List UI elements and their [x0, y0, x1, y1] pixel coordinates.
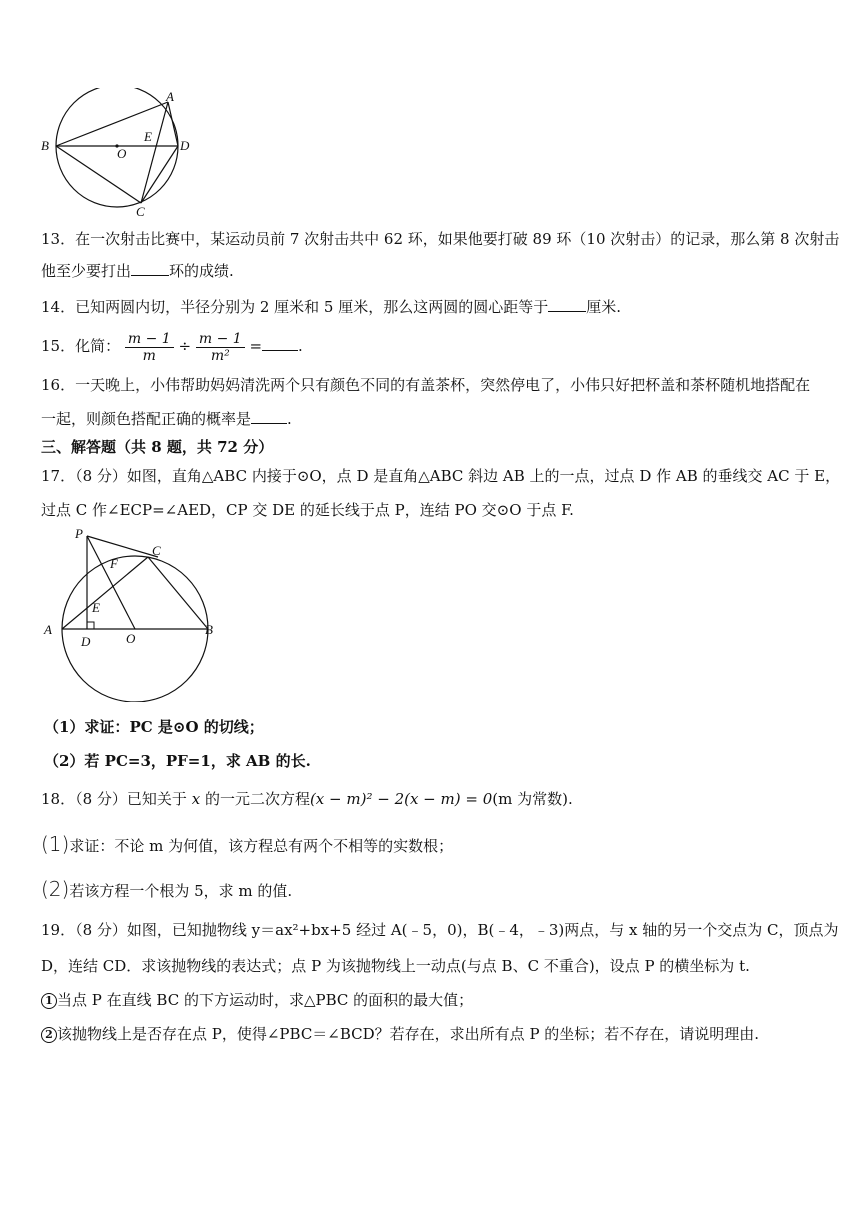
segment-cd	[141, 146, 178, 203]
segment-pc	[87, 536, 158, 557]
q15-blank	[262, 336, 298, 351]
label-d: D	[180, 138, 190, 153]
q13-line1: 13．在一次射击比赛中，某运动员前 7 次射击共中 62 环，如果他要打破 89 环（10 次射击）的记录，那么第 8 次射击	[41, 230, 840, 248]
right-angle-mark	[87, 622, 94, 629]
q15-den1: m	[142, 347, 156, 364]
q18-equation: (x − m)² − 2(x − m) = 0	[309, 790, 493, 808]
q15-num1: m − 1	[125, 331, 174, 348]
label-c2: C	[152, 543, 161, 558]
q18-part1-num: (1)	[41, 832, 70, 856]
q13-blank	[131, 261, 169, 276]
q13-text-a: 他至少要打出	[41, 262, 132, 280]
figure-circle-2	[38, 522, 228, 702]
q18-text-a: 18．（8 分）已知关于	[41, 790, 187, 808]
q16-blank	[251, 409, 287, 424]
figure-circle-1	[38, 88, 198, 220]
q15-equals: =	[249, 337, 263, 355]
q19-sub2-text: 该抛物线上是否存在点 P，使得∠PBC＝∠BCD？若存在，求出所有点 P 的坐标；若不存在，请说明理由.	[57, 1025, 760, 1043]
q15-fraction-2	[196, 331, 245, 364]
q15-num2: m − 1	[196, 331, 245, 348]
q19-sub2-num: 2	[41, 1027, 57, 1043]
q15-den2: m²	[210, 347, 230, 364]
section-3-heading: 三、解答题（共 8 题，共 72 分）	[41, 438, 274, 456]
q18-text-b: 的一元二次方程	[204, 790, 310, 808]
label-f: F	[110, 556, 118, 571]
q19-line2: D，连结 CD．求该抛物线的表达式；点 P 为该抛物线上一动点(与点 B、C 不重合)，设点 P 的横坐标为 t.	[41, 957, 750, 975]
label-c: C	[136, 204, 145, 219]
q19-sub1	[41, 990, 473, 1010]
q18-end: .	[567, 790, 573, 808]
q18-part1-text: 求证：不论 m 为何值，该方程总有两个不相等的实数根；	[69, 837, 454, 855]
q13-line2	[41, 261, 234, 281]
q13-text-b: 环的成绩.	[169, 262, 234, 280]
label-e2: E	[92, 600, 100, 615]
q17-part2: （2）若 PC=3，PF=1，求 AB 的长.	[44, 752, 311, 770]
q16-line1: 16．一天晚上，小伟帮助妈妈清洗两个只有颜色不同的有盖茶杯，突然停电了，小伟只好把杯盖和茶杯随机地搭配在	[41, 376, 811, 394]
segment-ac	[141, 102, 168, 203]
label-a2: A	[44, 622, 52, 637]
q18-part2	[41, 879, 292, 901]
label-p: P	[75, 526, 83, 541]
q19-sub1-text: 当点 P 在直线 BC 的下方运动时，求△PBC 的面积的最大值；	[57, 991, 474, 1009]
q17-line2: 过点 C 作∠ECP=∠AED，CP 交 DE 的延长线于点 P，连结 PO 交⊙O 于点 F.	[41, 501, 574, 519]
segment-ac2	[62, 557, 148, 629]
q18-part1	[41, 834, 453, 856]
label-b2: B	[205, 622, 213, 637]
q18-line	[41, 789, 573, 809]
q18-var-x: x	[191, 790, 201, 808]
q15-label: 15．化简：	[41, 337, 121, 355]
q17-part1: （1）求证：PC 是⊙O 的切线；	[44, 718, 264, 736]
q18-part2-text: 若该方程一个根为 5，求 m 的值.	[69, 882, 293, 900]
q15-fraction-1	[125, 331, 174, 364]
label-d2: D	[81, 634, 91, 649]
q16-text-a: 一起，则颜色搭配正确的概率是	[41, 410, 252, 428]
label-b: B	[41, 138, 49, 153]
label-a: A	[166, 89, 174, 104]
q19-sub1-num: 1	[41, 993, 57, 1009]
segment-ad	[168, 102, 178, 146]
q18-part2-num: (2)	[41, 877, 70, 901]
q14-line	[41, 297, 621, 317]
q19-sub2	[41, 1024, 759, 1044]
label-o2: O	[126, 631, 136, 646]
q14-text-a: 14．已知两圆内切，半径分别为 2 厘米和 5 厘米，那么这两圆的圆心距等于	[41, 298, 549, 316]
q15-end: .	[298, 337, 303, 355]
label-o: O	[117, 146, 127, 161]
q14-text-b: 厘米.	[586, 298, 622, 316]
q16-line2	[41, 409, 292, 429]
q16-text-b: .	[287, 410, 292, 428]
q14-blank	[548, 297, 586, 312]
q15-divide: ÷	[178, 337, 192, 355]
q15-line	[41, 326, 303, 366]
label-e: E	[144, 129, 152, 144]
q17-line1: 17．（8 分）如图，直角△ABC 内接于⊙O，点 D 是直角△ABC 斜边 AB 上的一点，过点 D 作 AB 的垂线交 AC 于 E，	[41, 467, 841, 485]
segment-bc	[56, 146, 141, 203]
q19-line1: 19．（8 分）如图，已知抛物线 y＝ax²+bx+5 经过 A(﹣5，0)，B(﹣4，﹣3)两点，与 x 轴的另一个交点为 C，顶点为	[41, 921, 839, 939]
segment-po	[87, 536, 135, 629]
q18-text-c: (m 为常数)	[492, 790, 568, 808]
